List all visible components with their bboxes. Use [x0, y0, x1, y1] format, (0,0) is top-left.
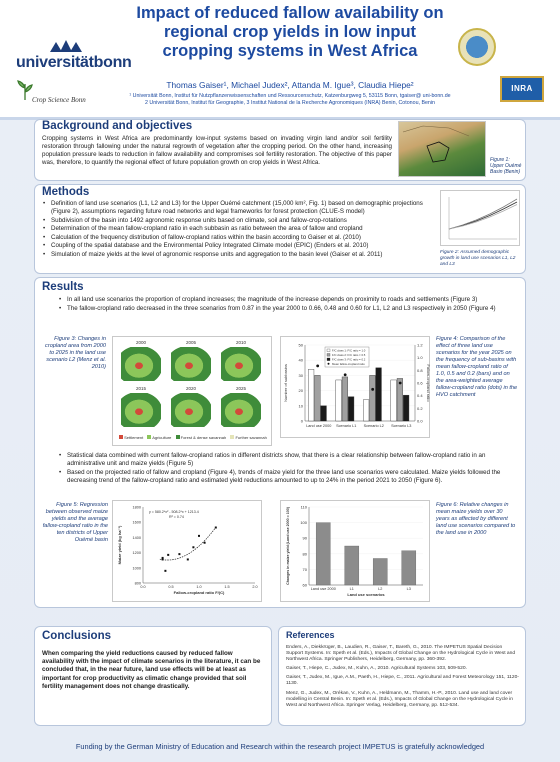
- scatter-point: [192, 546, 194, 548]
- affiliation-2: 2 Universität Bonn, Institut für Geographie, 3 Institut National de la Recherche Agronomiques (INRA) Benin, Cotonou, Benin: [144, 100, 436, 106]
- legend-label: F/C class 1: F/C ratio = 1.0: [332, 348, 366, 353]
- bar: [342, 377, 348, 421]
- x-axis-label: Land use scenarios: [347, 592, 385, 597]
- bar: [403, 395, 409, 421]
- scatter-point: [178, 553, 180, 555]
- y2-tick-label: 1.2: [417, 342, 423, 348]
- x-tick-label: 0.0: [140, 585, 146, 589]
- y-tick-label: 10: [298, 403, 303, 409]
- figure-2-caption: Figure 2: Assumed demographic growth in land use scenarios L1, L2 and L3: [440, 250, 516, 267]
- scatter-point: [204, 542, 206, 544]
- y-tick-label: 90: [302, 535, 307, 541]
- poster-title: Impact of reduced fallow availability on regional crop yields in low input cropping systems in West Africa: [136, 4, 444, 60]
- scatter-point: [198, 535, 200, 537]
- bar: [316, 523, 330, 585]
- regression-equation: y = 580.2*x² - 508.2*x + 1213.4: [149, 510, 199, 514]
- y-tick-label: 110: [300, 504, 307, 510]
- bar: [345, 546, 359, 585]
- map-tile: 2000: [121, 347, 161, 381]
- references-list: [286, 645, 520, 712]
- y-tick-label: 1200: [132, 551, 141, 556]
- background-title: Background and objectives: [42, 120, 193, 132]
- y-tick-label: 1800: [132, 505, 141, 510]
- x-axis-label: Fallow-cropland ratio F/(C): [173, 590, 225, 595]
- figure-6-chart: [280, 500, 430, 602]
- bar: [376, 368, 382, 421]
- y-axis-label: Changes in maize yield (Land use 2000 = 100): [286, 507, 290, 585]
- bar: [397, 378, 403, 421]
- y2-tick-label: 0.6: [417, 380, 423, 386]
- y2-axis-label: Fallow-cropland ratio: [426, 364, 431, 402]
- x-tick-label: Scenario L1: [336, 424, 357, 428]
- map-tile: 2025: [221, 393, 261, 427]
- y-tick-label: 0: [300, 418, 303, 424]
- y2-tick-label: 0.2: [417, 405, 423, 411]
- figure-5-caption: Figure 5: Regression between observed maize yields and the average fallow-cropland ratio in the ten districts of Upper Ouémé basin: [42, 502, 108, 543]
- y2-tick-label: 0.8: [417, 367, 423, 373]
- methods-item: • Calculation of the frequency distribution of fallow-cropland ratios within the basin according to Gaiser et al. (2010): [42, 234, 434, 242]
- results-list-top: [58, 296, 518, 313]
- legend-swatch: [327, 349, 330, 352]
- conclusions-text: When comparing the yield reductions caused by reduced fallow availability with the impact of climate scenarios in the literature, it can be concluded that, in the near future, land use effects will be at least as important for crop productivity as climatic change provided that soil fertility management does not change drastically.: [42, 650, 261, 690]
- figure-1-map: [398, 121, 486, 177]
- scatter-point: [215, 527, 217, 529]
- x-tick-label: Land use 2000: [310, 587, 336, 591]
- methods-item: • Coupling of the spatial database and the Environmental Policy Integrated Climate model (EPIC) (Enders et al. 2010): [42, 242, 434, 250]
- footer-funding: Funding by the German Ministry of Education and Research within the research project IMPETUS is gratefully acknowledged: [75, 742, 485, 751]
- map-legend: Settlement Agriculture Forest & dense savannah Further savannah: [119, 435, 269, 440]
- figure-5-chart: [112, 500, 262, 602]
- x-tick-label: 0.5: [168, 585, 174, 589]
- x-tick-label: 1.0: [196, 585, 202, 589]
- figure-1-caption: Figure 1: Upper Ouémé Basin (Benin): [490, 157, 522, 175]
- impetus-logo-icon: [458, 28, 496, 66]
- y-tick-label: 100: [300, 520, 307, 526]
- x-tick-label: 1.5: [224, 585, 230, 589]
- ratio-dot: [344, 373, 347, 376]
- scatter-point: [162, 558, 164, 560]
- y2-tick-label: 0.4: [417, 393, 423, 399]
- figure-3-caption: Figure 3: Changes in cropland area from 2000 to 2025 in the land use scenario L2 (Menz et al. 2010): [45, 336, 106, 370]
- map-tile: 2005: [171, 347, 211, 381]
- bar: [348, 397, 354, 421]
- methods-item: • Simulation of maize yields at the level of agronomic response units and aggregation to the basin level (Gaiser et al. 2011): [42, 251, 434, 259]
- legend-swatch: [327, 358, 330, 361]
- y2-tick-label: 1.0: [417, 355, 423, 361]
- results-item: • Based on the projected ratio of fallow and cropland (Figure 4), trends of maize yield for the three land use scenarios were calculated. Maize yields followed the decreasing trend of the fallow-cropland ratio and estimated yield reductions amounted to up to 24% in the period 2021 to 2050 (Figure 6).: [58, 469, 518, 485]
- reference-item: Gaiser, T., Judex, M., Igue, A.M., Paeth, H., Hiepe, C., 2011. Agricultural and Forest Meteorology 151, 1120-1130.: [286, 675, 519, 687]
- ratio-dot: [316, 365, 319, 368]
- results-item: • Statistical data combined with current fallow-cropland ratios in different districts show, that there is a clear relationship between fallow-cropland ratio in an administrative unit and maize yields (Figure 5): [58, 452, 518, 468]
- legend-label: F/C class 2: F/C ratio = 0.5: [332, 353, 366, 358]
- results-item: • The fallow-cropland ratio decreased in the three scenarios from 0.87 in the year 2000 to 0.66, 0.48 and 0.60 for L1, L2 and L3 respectively in 2050 (Figure 4): [58, 305, 518, 313]
- x-tick-label: L1: [349, 587, 354, 591]
- university-logo-text: universitätbonn: [16, 54, 132, 71]
- affiliation-1: ¹ Universität Bonn, Institut für Nutzpflanzenwissenschaften und Ressourcenschutz, Katzenburgweg 5, 53115 Bonn, tgaiser@ uni-bonn.de: [129, 93, 451, 99]
- ratio-dot: [371, 388, 374, 391]
- map-tile: 2010: [221, 347, 261, 381]
- figure-4-caption: Figure 4: Comparison of the effect of three land use scenarios for the year 2025 on the frequency of sub-basins with mean fallow-cropland ratio of 1.0, 0.5 and 0.2 (bars) and on the area-weighted average fallow-cropland ratio (dots) in the HVO catchment: [436, 336, 518, 398]
- crest-icon: [46, 38, 86, 54]
- figure-4-chart: [280, 336, 430, 438]
- conclusions-title: Conclusions: [42, 630, 112, 642]
- figure-2-svg: [441, 191, 521, 247]
- x-tick-label: Scenario L3: [391, 424, 412, 428]
- y-tick-label: 70: [302, 566, 307, 572]
- figure-6-caption: Figure 6: Relative changes in mean maize yields over 30 years as affected by different land use scenarios compared to the land use in 2000: [436, 502, 516, 536]
- map-tile: 2015: [121, 393, 161, 427]
- r-squared-label: R² = 0.74: [169, 515, 184, 519]
- figure-6-svg: [281, 501, 431, 603]
- map-tile: 2020: [171, 393, 211, 427]
- y-tick-label: 60: [302, 582, 307, 588]
- bar: [308, 369, 314, 421]
- bar: [363, 400, 369, 421]
- x-tick-label: Land use 2000: [306, 424, 332, 428]
- bar: [402, 551, 416, 585]
- methods-title: Methods: [42, 186, 90, 198]
- figure-3-maps: [112, 336, 272, 446]
- crop-science-label: Crop Science Bonn: [32, 96, 86, 104]
- y-tick-label: 800: [134, 581, 141, 586]
- y-tick-label: 20: [298, 388, 303, 394]
- results-item: • In all land use scenarios the proportion of cropland increases; the magnitude of the increase depends on proximity to roads and settlements (Figure 3): [58, 296, 518, 304]
- x-tick-label: 2.0: [252, 585, 258, 589]
- figure-4-svg: [281, 337, 431, 439]
- bar: [373, 558, 387, 585]
- figure-2-chart: [440, 190, 520, 246]
- bar: [391, 380, 397, 421]
- bar: [370, 375, 376, 421]
- legend-label: Mean fallow-cropland ratio: [332, 362, 365, 367]
- header: [0, 0, 560, 118]
- series-line: [449, 202, 517, 229]
- authors: Thomas Gaiser¹, Michael Judex², Attanda M. Igue³, Claudia Hiepe²: [166, 80, 414, 90]
- bar: [321, 406, 327, 421]
- scatter-point: [187, 558, 189, 560]
- y2-tick-label: 0.0: [417, 418, 423, 424]
- y-tick-label: 1400: [132, 535, 141, 540]
- bar: [315, 375, 321, 421]
- methods-item: • Subdivision of the basin into 1492 agronomic response units based on climate, soil and fallow-crop-rotations: [42, 217, 434, 225]
- scatter-point: [164, 570, 166, 572]
- methods-item: • Definition of land use scenarios (L1, L2 and L3) for the Upper Ouémé catchment (15,000 km², Fig. 1) based on demographic projections (Figure 2), assumptions regarding future road networks and legal frameworks for forest protection (CLUE-S model): [42, 200, 434, 216]
- reference-item: Enders, A., Diekkrüger, B., Laudien, R., Gaiser, T., Bareth, G., 2010. The IMPETUS Spatial Decision Support Systems. In: Speth et al. (Eds.), Impacts of Global Change on the Hydrological Cycle in West and Northwest Africa. Springer Publishers, Heidelberg, Germany, pp. 360-392.: [286, 645, 516, 663]
- x-tick-label: L2: [378, 587, 383, 591]
- methods-list: [42, 200, 434, 259]
- ratio-dot: [399, 382, 402, 385]
- series-line: [449, 199, 517, 229]
- x-tick-label: Scenario L2: [363, 424, 384, 428]
- reference-item: Gaiser, T., Hiepe, C., Judex, M., Kuhn, A., 2010. Agricultural Systems 103, 509-520.: [286, 666, 467, 672]
- figure-5-svg: [113, 501, 263, 603]
- results-title: Results: [42, 281, 84, 293]
- y-tick-label: 40: [298, 357, 303, 363]
- y-tick-label: 80: [302, 551, 307, 557]
- x-tick-label: L3: [406, 587, 411, 591]
- y-axis-label: Maize yield (kg ha⁻¹): [117, 525, 122, 565]
- y-tick-label: 30: [298, 372, 303, 378]
- results-list-mid: [58, 452, 518, 485]
- y-axis-label: Number of subbasins: [283, 364, 288, 402]
- y-tick-label: 1600: [132, 520, 141, 525]
- y-tick-label: 50: [298, 342, 303, 348]
- legend-swatch: [328, 363, 330, 365]
- affiliations: [100, 93, 480, 107]
- scatter-point: [167, 554, 169, 556]
- background-text: Cropping systems in West Africa are predominantly low-input systems based on invading virgin land and/or soil fertility restoration through fallowing under the natural regrowth of vegetation after the cropping period. On the other hand, increasing population pressure leads to reduction in fallow availability and compromises soil fertility restoration. The objective of this paper was, therefore, to quantify the regional effect of future population growth on crop yields in West Africa.: [42, 135, 392, 166]
- inra-logo: INRA: [500, 76, 544, 102]
- legend-swatch: [327, 354, 330, 357]
- y-tick-label: 1000: [132, 566, 141, 571]
- catchment-outline-icon: [399, 122, 487, 178]
- bar: [336, 380, 342, 421]
- methods-item: • Determination of the mean fallow-cropland ratio in each subbasin as ratio between the area of fallow and cropland: [42, 225, 434, 233]
- legend-label: F/C class 3: F/C ratio = 0.2: [332, 357, 366, 362]
- reference-item: Menz, G., Judex, M., Orékan, V., Kuhn, A., Heldmann, M., Thamm, H.-P., 2010. Land use and land cover modelling in Central Benin. In: Speth et al. (Eds.), Impacts of Global Change on the Hydrological Cycle in West and Northwest Africa. Springer Verlag, Heidelberg, Germany, pp. 512-534.: [286, 690, 513, 708]
- references-title: References: [286, 630, 335, 640]
